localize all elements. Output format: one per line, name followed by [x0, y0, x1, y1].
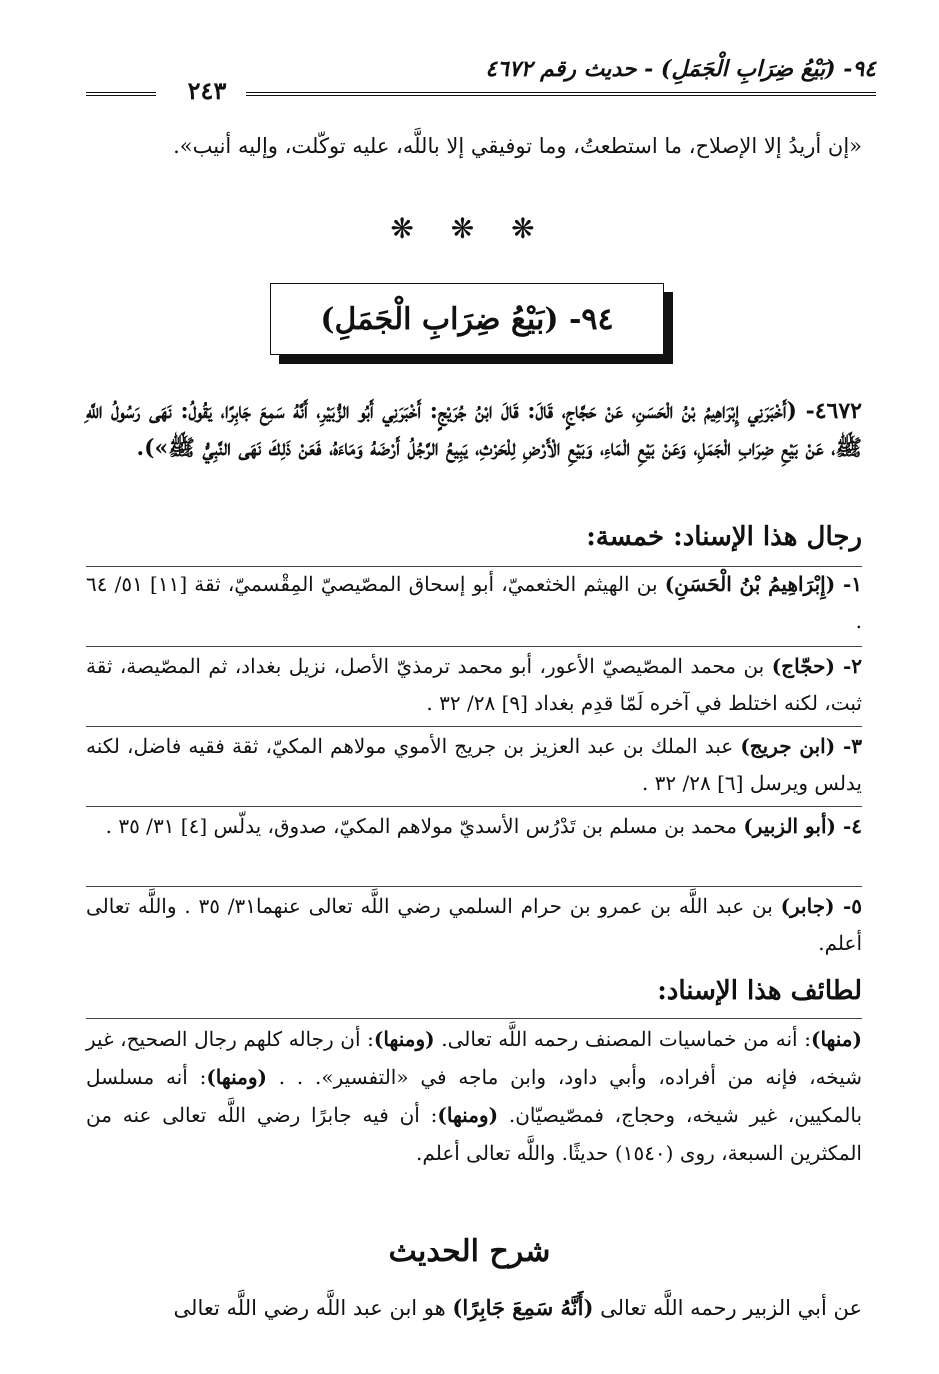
lataif-text: : أنه من خماسيات المصنف رحمه اللَّه تعالى. — [434, 1027, 811, 1051]
lataif-text: : أنه مسلسل بالمكيين، غير شيخه، وحجاج، فمصّيصيّان. — [86, 1065, 863, 1127]
narrator-label: ١- (إِبْرَاهِيمُ بْنُ الْحَسَنِ) — [664, 572, 862, 596]
running-title: ٩٤- (بَيْعُ ضِرَابِ الْجَمَلِ) - حديث رقم ٤٦٧٢ — [485, 56, 876, 82]
narrator-text: بن محمد المصّيصيّ الأعور، أبو محمد ترمذيّ الأصل، نزيل بغداد، ثم المصّيصة، ثقة ثبت، لكنه اختلط في آخره لَمّا قدِم بغداد [٩] ٢٨/ ٣٢ . — [86, 654, 862, 715]
narrators-heading: رجال هذا الإسناد: خمسة: — [586, 522, 862, 552]
page-number-rule — [86, 92, 156, 96]
chapter-title: ٩٤- (بَيْعُ ضِرَابِ الْجَمَلِ) — [320, 301, 614, 337]
sharh-paragraph — [86, 1288, 862, 1328]
divider — [86, 726, 862, 727]
narrator-label: ٣- (ابن جريج) — [740, 734, 863, 758]
narrator-text: عبد الملك بن عبد العزيز بن جريج الأموي مولاهم المكيّ، ثقة فقيه فاضل، لكنه يدلس ويرسل [٦] ٢٨/ ٣٢ . — [86, 734, 862, 795]
page-number: ٢٤٣ — [187, 76, 227, 105]
divider — [86, 886, 862, 887]
divider — [86, 1018, 862, 1019]
lataif-keyword: (ومنها) — [437, 1103, 499, 1127]
narrator-label: ٢- (حجّاج) — [771, 654, 863, 678]
lataif-keyword: (منها) — [811, 1027, 862, 1051]
divider — [86, 806, 862, 807]
narrator-text: بن الهيثم الخثعميّ، أبو إسحاق المصّيصيّ المِقْسميّ، ثقة [١١] ٥١/ ٦٤ . — [86, 572, 862, 633]
narrator-label: ٤- (أبو الزبير) — [743, 814, 862, 838]
lataif-keyword: (ومنها) — [373, 1027, 435, 1051]
header-rule — [246, 92, 876, 96]
section-separator: ❋ ❋ ❋ — [390, 212, 549, 245]
lataif-paragraph — [86, 1020, 862, 1172]
narrator-item-4 — [86, 808, 862, 845]
sharh-text: هو ابن عبد اللَّه رضي اللَّه تعالى — [173, 1296, 453, 1320]
lataif-text: : أن فيه جابرًا رضي اللَّه تعالى عنه من المكثرين السبعة، روى (١٥٤٠) حديثًا. واللَّه تعالى أعلم. — [86, 1103, 862, 1165]
lataif-heading: لطائف هذا الإسناد: — [657, 976, 862, 1006]
narrator-label: ٥- (جابر) — [780, 894, 863, 918]
sharh-text: عن أبي الزبير رحمه اللَّه تعالى — [593, 1296, 862, 1320]
narrator-text: محمد بن مسلم بن تَدْرُس الأسديّ مولاهم المكيّ، صدوق، يدلّس [٤] ٣١/ ٣٥ . — [105, 814, 744, 838]
narrator-item-5 — [86, 888, 862, 962]
narrator-text: بن عبد اللَّه بن عمرو بن حرام السلمي رضي اللَّه تعالى عنهما٣١/ ٣٥ . واللَّه تعالى أعلم. — [86, 894, 862, 955]
narrator-item-2 — [86, 648, 862, 722]
divider — [86, 646, 862, 647]
narrator-item-3 — [86, 728, 862, 802]
running-header — [86, 54, 876, 104]
sharh-quote: (أَنَّهُ سَمِعَ جَابِرًا) — [452, 1295, 594, 1320]
narrator-item-1 — [86, 566, 862, 640]
chapter-title-box — [270, 283, 664, 355]
intro-paragraph: «إن أريدُ إلا الإصلاح، ما استطعتُ، وما توفيقي إلا باللَّه، عليه توكّلت، وإليه أنيب». — [173, 134, 862, 158]
sharh-heading: شرح الحديث — [388, 1234, 551, 1269]
lataif-keyword: (ومنها) — [206, 1065, 267, 1089]
hadith-text: ٤٦٧٢- (أَخْبَرَنِي إِبْرَاهِيمُ بْنُ الْحَسَنِ، عَنْ حَجَّاجٍ، قَالَ: قَالَ ابْنُ جُرَيْجٍ: أَخْبَرَنِي أَبُو الزُّبَيْرِ، أَنَّهُ سَمِعَ جَابِرًا، يَقُولُ: نَهَى رَسُولُ اللَّهِ ﷺ، عَنْ بَيْعِ ضِرَابِ الْجَمَلِ، وَعَنْ بَيْعِ الْمَاءِ، وَبَيْعِ الْأَرْضِ لِلْحَرْثِ، يَبِيعُ الرَّجُلُ أَرْضَهُ وَمَاءَهُ، فَعَنْ ذَلِكَ نَهَى النَّبِيُّ ﷺ»). — [86, 398, 862, 461]
lataif-text: : أن رجاله كلهم رجال الصحيح، غير شيخه، فإنه من أفراده، وأبي داود، وابن ماجه في «التفسير». . . — [86, 1027, 863, 1089]
